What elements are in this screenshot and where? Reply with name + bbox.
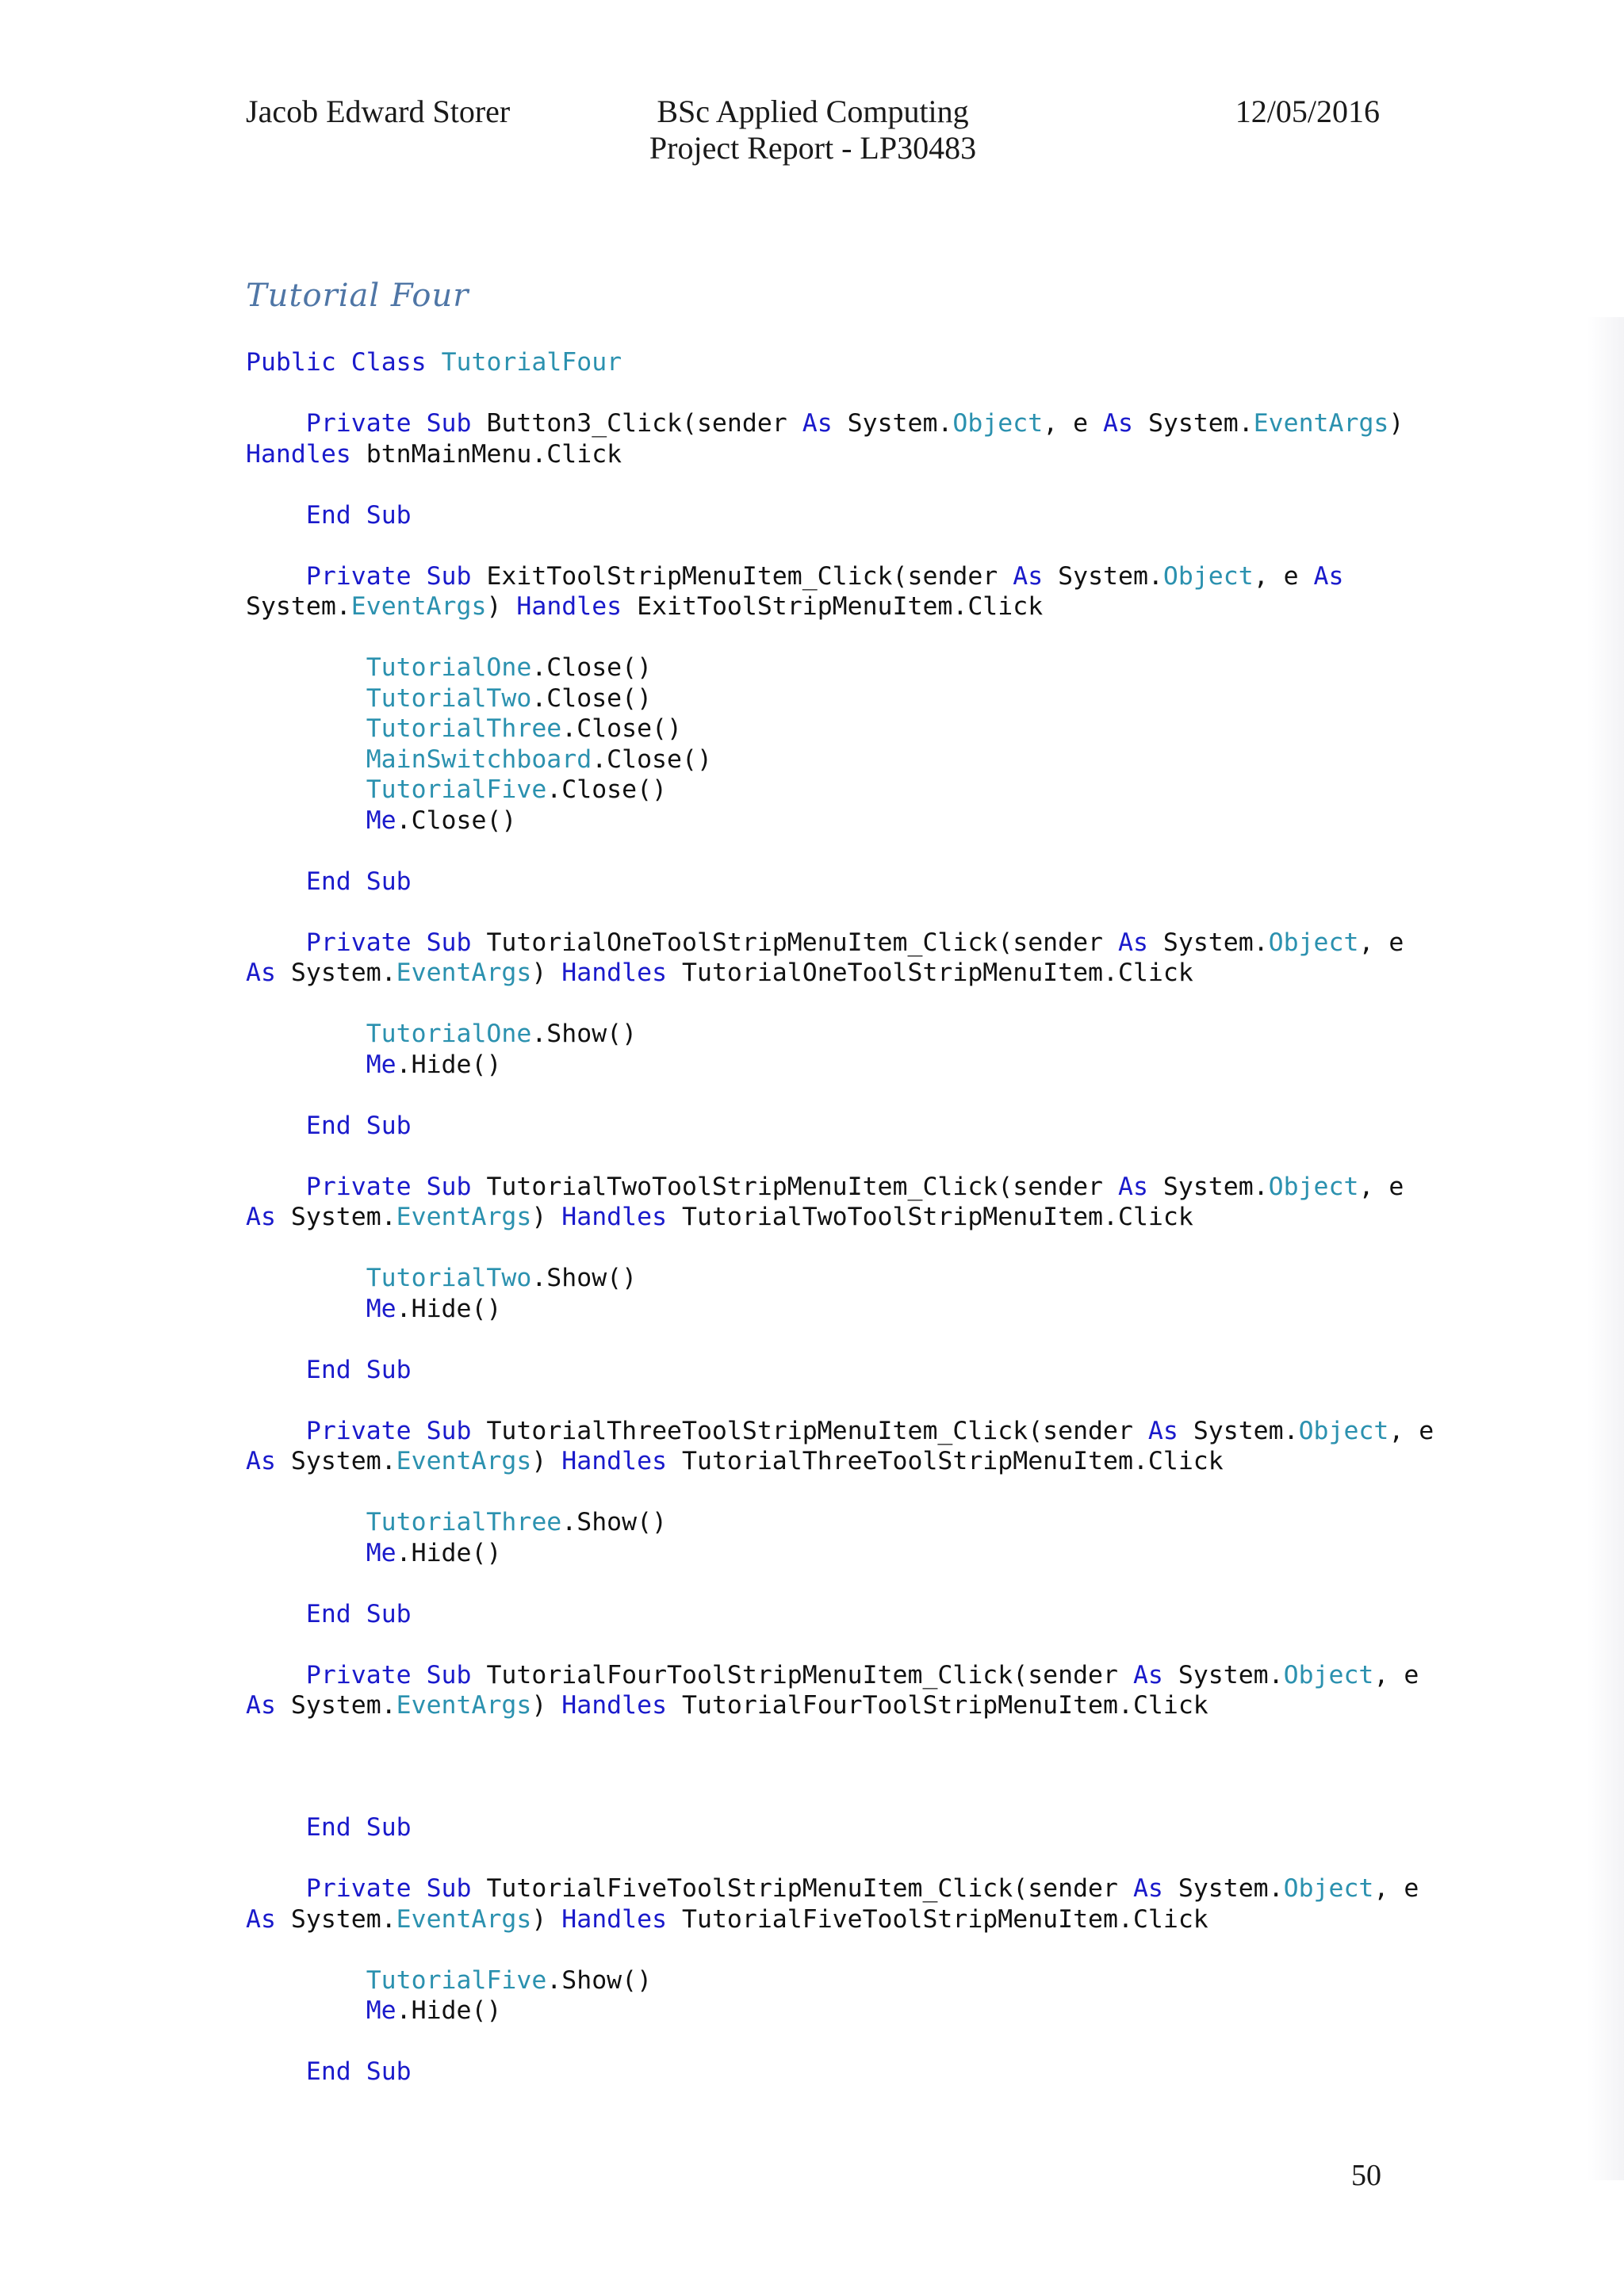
code-line [246, 1416, 1434, 1447]
code-text [351, 1813, 366, 1842]
code-text: TutorialTwoToolStripMenuItem_Click(sender [471, 1172, 1118, 1201]
code-text [246, 1112, 306, 1140]
code-line [246, 1721, 1380, 1752]
code-type-name: Object [1283, 1874, 1374, 1903]
code-keyword: End [305, 1813, 351, 1842]
code-line [246, 1629, 1380, 1660]
code-text: .Hide() [396, 1538, 502, 1567]
code-text [336, 348, 351, 377]
code-type-name: Object [1162, 561, 1254, 591]
code-line [246, 806, 1380, 836]
code-keyword: Sub [366, 2057, 412, 2086]
code-line [246, 1599, 1380, 1630]
code-text [246, 1050, 366, 1079]
code-text [412, 409, 427, 438]
code-line [246, 1202, 1380, 1233]
code-line [246, 1385, 1380, 1416]
code-text: ) [486, 592, 517, 621]
code-line [246, 867, 1380, 897]
code-keyword: Private [305, 1172, 412, 1201]
code-keyword: Handles [516, 592, 622, 621]
code-line [246, 622, 1380, 653]
code-text: TutorialFiveToolStripMenuItem_Click(sender [471, 1874, 1133, 1903]
code-line [246, 1812, 1380, 1843]
code-text [246, 1417, 306, 1445]
code-text [246, 653, 366, 682]
code-keyword: Sub [426, 1416, 472, 1445]
code-text [246, 806, 366, 835]
code-line [246, 958, 1380, 989]
code-listing [246, 347, 1434, 2087]
code-line [246, 378, 1380, 409]
code-text: .Show() [561, 1508, 668, 1536]
course-title-line-2: Project Report - LP30483 [649, 130, 977, 166]
code-text: , e [1358, 1172, 1404, 1201]
code-line [246, 561, 1380, 592]
code-text [351, 1600, 366, 1628]
code-line [246, 1477, 1380, 1508]
code-text: TutorialThreeToolStripMenuItem.Click [667, 1447, 1224, 1475]
code-text [246, 1996, 366, 2025]
code-type-name: TutorialFive [366, 1965, 547, 1995]
code-type-name: EventArgs [1253, 409, 1389, 438]
code-type-name: Object [1283, 1660, 1374, 1689]
code-text [412, 562, 427, 591]
code-text [246, 1264, 366, 1292]
code-type-name: Object [1268, 1172, 1359, 1201]
code-keyword: Handles [246, 439, 351, 469]
code-text [246, 1874, 306, 1903]
course-title [246, 94, 1380, 166]
code-type-name: TutorialFive [366, 775, 547, 804]
code-text: .Close() [531, 683, 653, 713]
code-text: TutorialTwoToolStripMenuItem.Click [667, 1203, 1193, 1231]
code-text: .Hide() [396, 1294, 502, 1323]
code-line [246, 1690, 1380, 1721]
code-line [246, 1111, 1380, 1142]
code-type-name: TutorialOne [366, 1020, 532, 1048]
code-type-name: TutorialFour [441, 348, 622, 377]
code-text: System. [1178, 1416, 1299, 1445]
code-line [246, 439, 1380, 470]
code-text: System. [1162, 1660, 1284, 1689]
code-text: TutorialOneToolStripMenuItem_Click(sender [471, 928, 1118, 957]
code-keyword: As [1132, 1874, 1163, 1903]
code-line [246, 1446, 1380, 1477]
code-keyword: Handles [561, 959, 668, 987]
code-text [246, 1020, 366, 1048]
code-text [412, 928, 427, 957]
code-text [351, 501, 366, 530]
code-type-name: EventArgs [350, 592, 487, 621]
code-keyword: As [1013, 561, 1044, 591]
course-title-line-1: BSc Applied Computing [657, 94, 969, 129]
code-line [246, 683, 1380, 714]
code-text: System. [1132, 409, 1254, 438]
code-type-name: EventArgs [396, 1203, 532, 1231]
code-keyword: Private [305, 409, 412, 438]
code-text: .Close() [396, 806, 517, 835]
code-text [246, 501, 306, 530]
code-line [246, 2057, 1380, 2087]
code-text: .Hide() [396, 1050, 502, 1079]
code-line [246, 1660, 1419, 1691]
code-text: ) [531, 1203, 562, 1231]
code-text: .Close() [561, 714, 682, 743]
code-keyword: Sub [426, 561, 472, 591]
code-text: System. [1043, 561, 1163, 591]
code-keyword: End [305, 500, 351, 530]
code-line [246, 1294, 1380, 1325]
code-keyword: Private [305, 1416, 412, 1445]
code-keyword: Sub [426, 928, 472, 957]
code-text: , e [1358, 928, 1404, 957]
code-text [412, 1661, 427, 1689]
code-text [412, 1874, 427, 1903]
code-line [246, 1355, 1380, 1386]
code-line [246, 1172, 1404, 1203]
code-line [246, 1843, 1380, 1874]
code-line [246, 1751, 1380, 1782]
code-line [246, 1904, 1380, 1935]
code-text [246, 1508, 366, 1536]
code-text: ) [531, 959, 562, 987]
code-keyword: As [246, 1904, 276, 1934]
code-text: TutorialFiveToolStripMenuItem.Click [667, 1904, 1208, 1934]
code-keyword: End [305, 1599, 351, 1628]
code-text: , e [1253, 561, 1314, 591]
code-text [246, 745, 366, 774]
code-keyword: Sub [366, 1813, 412, 1842]
code-text: , e [1043, 409, 1104, 438]
code-text [246, 1539, 366, 1567]
code-keyword: Sub [426, 1660, 472, 1689]
code-text [246, 1600, 306, 1628]
code-text: TutorialOneToolStripMenuItem.Click [667, 959, 1193, 987]
code-line [246, 775, 1380, 806]
code-keyword: End [305, 867, 351, 896]
code-line [246, 1538, 1380, 1569]
code-keyword: Private [305, 928, 412, 957]
code-line [246, 1141, 1380, 1172]
code-keyword: As [1147, 1416, 1178, 1445]
code-line [246, 1996, 1380, 2026]
code-keyword: As [246, 1691, 276, 1720]
code-type-name: Object [1268, 928, 1359, 957]
code-text: ) [531, 1691, 562, 1720]
code-line [246, 469, 1380, 500]
code-keyword: Me [366, 1050, 396, 1079]
code-text: System. [1147, 928, 1269, 957]
code-line [246, 652, 1380, 683]
code-text: TutorialFourToolStripMenuItem.Click [667, 1691, 1208, 1720]
code-line [246, 744, 1380, 775]
code-type-name: TutorialThree [366, 1508, 562, 1536]
code-line [246, 1080, 1380, 1111]
code-text: , e [1373, 1874, 1419, 1903]
section-title: Tutorial Four [246, 277, 469, 314]
code-text: System. [275, 1691, 396, 1720]
code-keyword: As [246, 959, 276, 987]
code-text [246, 1813, 306, 1842]
code-text [412, 1417, 427, 1445]
code-keyword: Me [366, 806, 396, 835]
code-text: .Close() [546, 775, 668, 804]
code-text: System. [1162, 1874, 1284, 1903]
code-keyword: Private [305, 1660, 412, 1689]
code-type-name: TutorialTwo [366, 1264, 532, 1292]
code-type-name: EventArgs [396, 1904, 532, 1934]
code-keyword: As [802, 409, 833, 438]
code-text [246, 1966, 366, 1995]
code-text: System. [275, 959, 396, 987]
code-keyword: As [1313, 561, 1344, 591]
code-type-name: TutorialThree [366, 714, 562, 743]
code-text [246, 775, 366, 804]
code-text: ) [531, 1904, 562, 1934]
code-text: ExitToolStripMenuItem.Click [622, 592, 1044, 621]
code-text: System. [1147, 1172, 1269, 1201]
code-keyword: End [305, 1355, 351, 1384]
code-line [246, 500, 1380, 531]
code-keyword: Sub [366, 1599, 412, 1628]
code-text: System. [275, 1203, 396, 1231]
code-line [246, 1019, 1380, 1050]
code-text [246, 928, 306, 957]
code-line [246, 1324, 1380, 1355]
code-text [351, 1356, 366, 1384]
code-keyword: Sub [426, 409, 472, 438]
code-line [246, 1934, 1380, 1965]
code-type-name: Object [952, 409, 1044, 438]
code-text: , e [1373, 1660, 1419, 1689]
code-keyword: As [1103, 409, 1133, 438]
code-text: System. [832, 409, 953, 438]
code-keyword: Class [350, 348, 427, 377]
code-keyword: Me [366, 1996, 396, 2025]
code-keyword: As [1117, 1172, 1148, 1201]
code-line [246, 1263, 1380, 1294]
code-line [246, 928, 1404, 959]
code-keyword: Me [366, 1538, 396, 1567]
code-text: .Show() [531, 1264, 638, 1292]
page-header [246, 94, 1380, 181]
code-text [351, 867, 366, 896]
code-text: ExitToolStripMenuItem_Click(sender [471, 561, 1013, 591]
code-keyword: Sub [366, 1111, 412, 1140]
code-type-name: TutorialOne [366, 653, 532, 682]
code-text: .Close() [531, 653, 653, 682]
code-keyword: Sub [426, 1172, 472, 1201]
code-type-name: EventArgs [396, 959, 532, 987]
code-text: TutorialFourToolStripMenuItem_Click(sender [471, 1660, 1133, 1689]
code-text [351, 2057, 366, 2086]
code-line [246, 836, 1380, 867]
code-keyword: Handles [561, 1447, 668, 1475]
code-text [246, 1661, 306, 1689]
code-text: , e [1388, 1416, 1434, 1445]
code-keyword: Me [366, 1294, 396, 1323]
code-keyword: Private [305, 561, 412, 591]
code-line [246, 1233, 1380, 1264]
code-text: System. [275, 1447, 396, 1475]
code-line [246, 1782, 1380, 1813]
code-keyword: Private [305, 1874, 412, 1903]
code-keyword: Handles [561, 1203, 668, 1231]
code-line [246, 347, 1380, 378]
code-text [427, 348, 442, 377]
code-keyword: Handles [561, 1904, 668, 1934]
code-line [246, 1507, 1380, 1538]
code-line [246, 897, 1380, 928]
code-keyword: Handles [561, 1691, 668, 1720]
code-line [246, 530, 1380, 561]
code-text [246, 1295, 366, 1323]
code-keyword: As [1117, 928, 1148, 957]
code-line [246, 2026, 1380, 2057]
code-text [412, 1173, 427, 1201]
code-line [246, 1965, 1380, 1996]
code-text: Button3_Click(sender [471, 409, 802, 438]
code-text: TutorialThreeToolStripMenuItem_Click(sender [471, 1416, 1148, 1445]
code-keyword: As [1132, 1660, 1163, 1689]
code-text: ) [1388, 409, 1404, 438]
code-keyword: As [246, 1447, 276, 1475]
code-text [246, 684, 366, 713]
code-type-name: TutorialTwo [366, 683, 532, 713]
report-date: 12/05/2016 [1235, 94, 1380, 129]
code-text: System. [275, 1904, 396, 1934]
code-keyword: Public [246, 348, 336, 377]
code-keyword: Sub [366, 1355, 412, 1384]
code-keyword: End [305, 2057, 351, 2086]
code-line [246, 989, 1380, 1020]
code-text [351, 1112, 366, 1140]
code-line [246, 591, 1380, 622]
code-text [246, 1356, 306, 1384]
code-text [246, 562, 306, 591]
code-text: .Close() [592, 744, 712, 774]
code-line [246, 714, 1380, 744]
page-number: 50 [1351, 2159, 1381, 2192]
code-keyword: Sub [366, 867, 412, 896]
code-keyword: Sub [426, 1874, 472, 1903]
code-line [246, 1873, 1419, 1904]
code-text [246, 714, 366, 743]
code-keyword: As [246, 1203, 276, 1231]
code-text: ) [531, 1447, 562, 1475]
code-text: .Show() [531, 1020, 638, 1048]
code-text: .Hide() [396, 1996, 502, 2025]
code-type-name: MainSwitchboard [366, 744, 592, 774]
code-text [246, 2057, 306, 2086]
code-text [246, 867, 306, 896]
code-keyword: Sub [366, 500, 412, 530]
code-keyword: End [305, 1111, 351, 1140]
code-text: System. [246, 592, 351, 621]
code-type-name: EventArgs [396, 1447, 532, 1475]
author-name: Jacob Edward Storer [246, 94, 511, 129]
code-line [246, 1050, 1380, 1081]
code-type-name: EventArgs [396, 1691, 532, 1720]
code-text: btnMainMenu.Click [350, 439, 622, 469]
code-line [246, 408, 1404, 439]
code-text [246, 409, 306, 438]
code-text [246, 1173, 306, 1201]
code-line [246, 1568, 1380, 1599]
code-type-name: Object [1298, 1416, 1389, 1445]
code-text: .Show() [546, 1965, 653, 1995]
code-panel-shading [1588, 317, 1624, 2180]
